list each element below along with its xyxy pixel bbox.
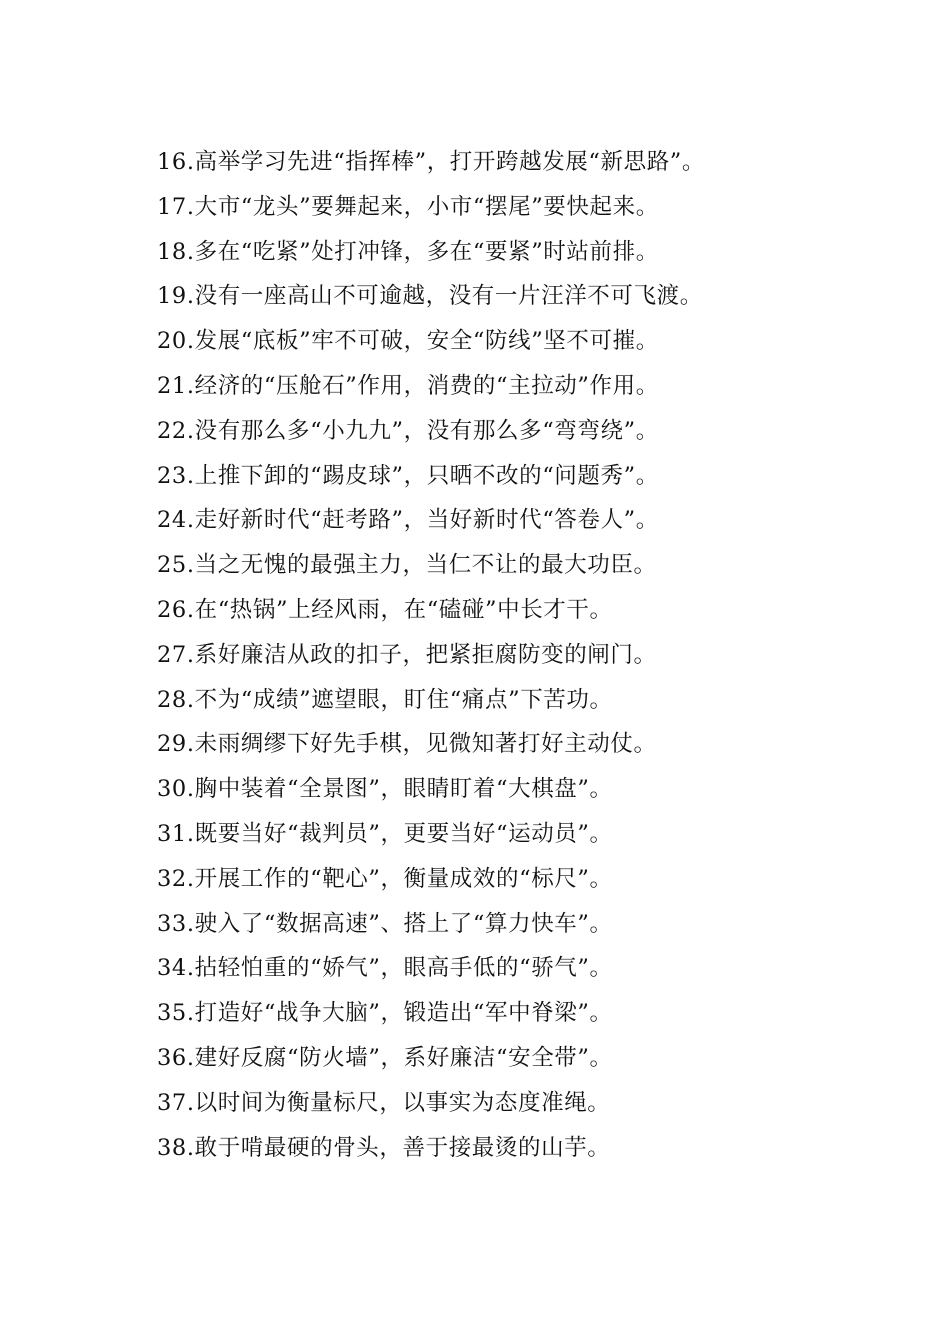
item-number: 16. [157,149,195,175]
item-number: 21. [157,372,195,399]
item-text: 多在“吃紧”处打冲锋，多在“要紧”时站前排。 [194,238,659,265]
list-item [157,767,937,812]
list-item [157,991,937,1036]
item-text: 没有一座高山不可逾越，没有一片汪洋不可飞渡。 [194,283,703,310]
item-text: 当之无愧的最强主力，当仁不让的最大功臣。 [194,552,657,579]
item-text: 大市“龙头”要舞起来，小市“摆尾”要快起来。 [194,193,659,220]
item-number: 25. [157,552,195,579]
list-item [157,498,937,543]
list-item [157,454,937,499]
item-text: 高举学习先进“指挥棒”，打开跨越发展“新思路”。 [194,149,706,175]
item-text: 不为“成绩”遮望眼，盯住“痛点”下苦功。 [194,686,613,713]
item-number: 29. [157,731,195,758]
item-number: 31. [157,820,195,847]
item-number: 34. [157,955,195,982]
item-number: 35. [157,1000,195,1027]
item-text: 经济的“压舱石”作用，消费的“主拉动”作用。 [194,372,659,399]
list-item [157,364,937,409]
list-item [157,633,937,678]
item-number: 32. [157,865,195,892]
list-item [157,409,937,454]
item-text: 驶入了“数据高速”、搭上了“算力快车”。 [194,910,613,937]
item-number: 22. [157,417,195,444]
item-text: 走好新时代“赶考路”，当好新时代“答卷人”。 [194,507,659,534]
list-item [157,857,937,902]
list-item [157,543,937,588]
list-item [157,678,937,723]
item-number: 24. [157,507,195,534]
item-text: 既要当好“裁判员”，更要当好“运动员”。 [194,820,613,847]
item-text: 建好反腐“防火墙”，系好廉洁“安全带”。 [194,1044,613,1071]
list-item [157,1126,937,1171]
list-item [157,274,937,319]
item-number: 20. [157,328,195,355]
item-number: 38. [157,1134,195,1161]
list-item [157,588,937,633]
list-item [157,812,937,857]
item-number: 18. [157,238,195,265]
item-number: 28. [157,686,195,713]
item-number: 19. [157,283,195,310]
list-item [157,1081,937,1126]
list-item [157,319,937,364]
item-text: 以时间为衡量标尺，以事实为态度准绳。 [194,1089,611,1116]
item-text: 在“热锅”上经风雨，在“磕碰”中长才干。 [194,596,613,623]
item-number: 27. [157,641,195,668]
item-text: 胸中装着“全景图”，眼睛盯着“大棋盘”。 [194,776,613,803]
list-item [157,902,937,947]
item-text: 未雨绸缪下好先手棋，见微知著打好主动仗。 [194,731,657,758]
item-text: 敢于啃最硬的骨头，善于接最烫的山芋。 [194,1134,611,1161]
list-item [157,140,937,185]
item-text: 上推下卸的“踢皮球”，只晒不改的“问题秀”。 [194,462,659,489]
item-text: 打造好“战争大脑”，锻造出“军中脊梁”。 [194,1000,613,1027]
item-number: 17. [157,193,195,220]
list-item [157,722,937,767]
list-item [157,230,937,275]
item-number: 37. [157,1089,195,1116]
item-number: 33. [157,910,195,937]
item-text: 拈轻怕重的“娇气”，眼高手低的“骄气”。 [194,955,613,982]
item-text: 没有那么多“小九九”，没有那么多“弯弯绕”。 [194,417,659,444]
item-text: 系好廉洁从政的扣子，把紧拒腐防变的闸门。 [194,641,657,668]
item-text: 发展“底板”牢不可破，安全“防线”坚不可摧。 [194,328,659,355]
list-item [157,185,937,230]
item-text: 开展工作的“靶心”，衡量成效的“标尺”。 [194,865,613,892]
item-number: 23. [157,462,195,489]
list-item [157,1036,937,1081]
item-number: 26. [157,596,195,623]
list-item [157,946,937,991]
item-number: 30. [157,776,195,803]
item-number: 36. [157,1044,195,1071]
numbered-phrase-list [157,140,937,1170]
